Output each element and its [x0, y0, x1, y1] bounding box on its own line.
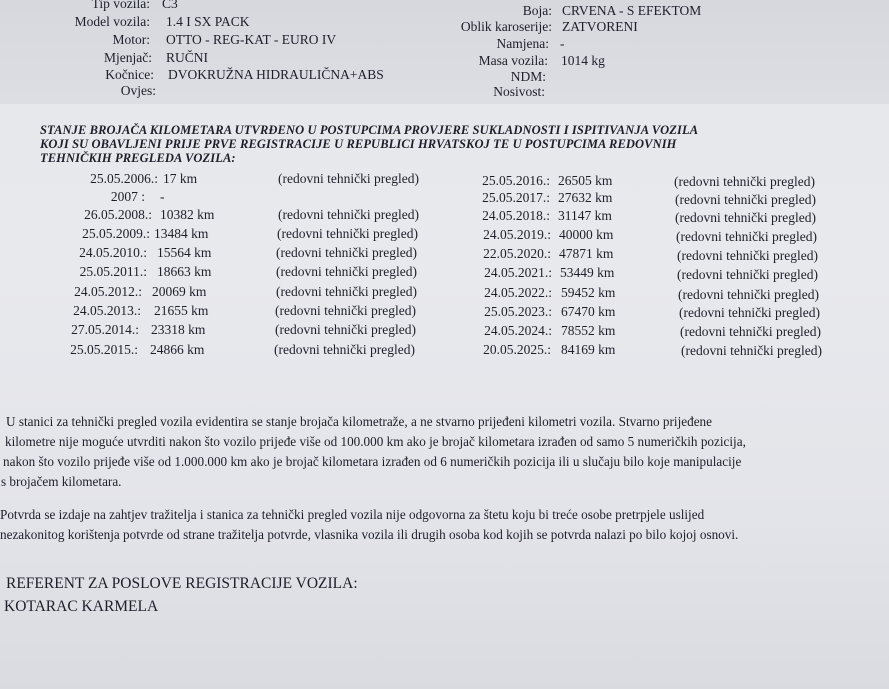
record-km: 47871 km — [559, 246, 614, 261]
label-kocnice: Kočnice: — [105, 67, 154, 82]
record-type: (redovni tehnički pregled) — [677, 248, 818, 263]
paragraph-line: kilometre nije moguće utvrditi nakon što vozilo prijeđe više od 100.000 km ako je brojač kilometara izrađen od samo 5 numeričkih pozicija, — [5, 434, 746, 449]
record-km: 10382 km — [160, 207, 215, 222]
record-date: 27.05.2014.: — [71, 322, 139, 337]
record-type: (redovni tehnički pregled) — [277, 226, 418, 241]
record-type: (redovni tehnički pregled) — [677, 267, 818, 282]
record-km: 53449 km — [560, 265, 615, 280]
record-type: (redovni tehnički pregled) — [676, 229, 817, 244]
record-km: 18663 km — [157, 264, 212, 279]
record-date: 22.05.2020.: — [483, 246, 551, 261]
record-km: 13484 km — [154, 226, 209, 241]
record-date: 24.05.2013.: — [73, 303, 141, 318]
record-type: (redovni tehnički pregled) — [680, 324, 821, 339]
record-date: 24.05.2012.: — [74, 284, 142, 299]
label-ndm: NDM: — [510, 69, 546, 84]
record-date: 24.05.2018.: — [482, 208, 550, 223]
record-type: (redovni tehnički pregled) — [278, 171, 419, 186]
paragraph-line: Potvrda se izdaje na zahtjev tražitelja i stanica za tehnički pregled vozila nije odgovorna za štetu koju bi treće osobe pretrpjele uslijed — [0, 507, 705, 522]
paragraph-line: U stanici za tehnički pregled vozila evidentira se stanje brojača kilometraže, a ne stvarno prijeđeni kilometri vozila. Stvarno prijeđene — [6, 414, 712, 429]
value-oblik-karoserije: ZATVORENI — [562, 19, 638, 34]
heading-line-1: STANJE BROJAČA KILOMETARA UTVRĐENO U POSTUPCIMA PROVJERE SUKLADNOSTI I ISPITIVANJA VOZILA — [40, 123, 699, 137]
record-type: (redovni tehnički pregled) — [276, 264, 417, 279]
heading-line-2: KOJI SU OBAVLJENI PRIJE PRVE REGISTRACIJE U REPUBLICI HRVATSKOJ TE U POSTUPCIMA REDOVNIH — [40, 137, 677, 151]
label-tip-vozila: Tip vozila: — [91, 0, 150, 11]
record-km: 67470 km — [561, 304, 616, 319]
record-km: 78552 km — [561, 323, 616, 338]
record-type: (redovni tehnički pregled) — [275, 303, 416, 318]
record-km: 59452 km — [561, 285, 616, 300]
record-date: 20.05.2025.: — [483, 342, 551, 357]
label-masa-vozila: Masa vozila: — [478, 53, 548, 68]
value-boja: CRVENA - S EFEKTOM — [562, 3, 702, 18]
record-date: 25.05.2016.: — [482, 173, 550, 188]
record-date: 24.05.2024.: — [484, 323, 552, 338]
record-km: 15564 km — [157, 245, 212, 260]
record-km: 40000 km — [559, 227, 614, 242]
value-tip-vozila: C3 — [162, 0, 178, 11]
paragraph-line: nezakonitog korištenja potvrde od strane tražitelja potvrde, vlasnika vozila ili drugih osoba kod kojih se potvrda nalazi po bilo kojoj osnovi. — [0, 527, 739, 542]
label-oblik-karoserije: Oblik karoserije: — [460, 19, 552, 34]
record-km: 31147 km — [558, 208, 612, 223]
record-type: (redovni tehnički pregled) — [278, 207, 419, 222]
label-namjena: Namjena: — [496, 36, 549, 51]
value-kocnice: DVOKRUŽNA HIDRAULIČNA+ABS — [168, 67, 384, 82]
label-nosivost: Nosivost: — [493, 84, 545, 99]
label-mjenjac: Mjenjač: — [104, 50, 152, 65]
paragraph-line: s brojačem kilometara. — [1, 474, 122, 489]
record-date: 24.05.2022.: — [484, 285, 552, 300]
record-date: 24.05.2010.: — [79, 245, 147, 260]
value-motor: OTTO - REG-KAT - EURO IV — [166, 32, 337, 47]
record-type: (redovni tehnički pregled) — [274, 342, 415, 357]
record-km: 24866 km — [150, 342, 205, 357]
record-type: (redovni tehnički pregled) — [675, 192, 816, 207]
record-km: 84169 km — [561, 342, 616, 357]
label-boja: Boja: — [522, 3, 552, 18]
record-km: 21655 km — [154, 303, 209, 318]
record-date: 25.05.2017.: — [482, 190, 550, 205]
record-type: (redovni tehnički pregled) — [678, 287, 819, 302]
record-type: (redovni tehnički pregled) — [679, 305, 820, 320]
record-type: (redovni tehnički pregled) — [276, 245, 417, 260]
record-km: 26505 km — [558, 173, 613, 188]
paragraph-line: nakon što vozilo prijeđe više od 1.000.000 km ako je brojač kilometara izrađen od 6 numeričkih pozicija ili u slučaju bilo koje manipulacije — [3, 454, 742, 469]
label-motor: Motor: — [112, 32, 150, 47]
record-type: (redovni tehnički pregled) — [681, 343, 822, 358]
record-date: 2007 : — [110, 189, 145, 204]
signature-name: KOTARAC KARMELA — [4, 598, 159, 615]
record-date: 26.05.2008.: — [84, 207, 152, 222]
record-km: 17 km — [163, 171, 198, 186]
record-date: 24.05.2021.: — [484, 265, 552, 280]
heading-line-3: TEHNIČKIH PREGLEDA VOZILA: — [40, 151, 236, 165]
value-model-vozila: 1.4 I SX PACK — [166, 14, 250, 29]
record-type: (redovni tehnički pregled) — [275, 322, 416, 337]
record-date: 24.05.2019.: — [483, 227, 551, 242]
record-date: 25.05.2015.: — [70, 342, 138, 357]
record-date: 25.05.2006.: — [90, 171, 158, 186]
record-km: 23318 km — [151, 322, 206, 337]
record-type: (redovni tehnički pregled) — [276, 284, 417, 299]
record-type: (redovni tehnički pregled) — [675, 210, 816, 225]
signature-title: REFERENT ZA POSLOVE REGISTRACIJE VOZILA: — [6, 575, 358, 592]
value-namjena: - — [560, 36, 565, 51]
record-type: (redovni tehnički pregled) — [674, 174, 815, 189]
label-model-vozila: Model vozila: — [74, 14, 150, 29]
record-km: 27632 km — [558, 190, 613, 205]
record-km: - — [160, 189, 165, 204]
value-mjenjac: RUČNI — [166, 50, 209, 65]
record-date: 25.05.2011.: — [79, 264, 147, 279]
value-masa-vozila: 1014 kg — [561, 53, 605, 68]
record-date: 25.05.2009.: — [82, 226, 150, 241]
record-km: 20069 km — [152, 284, 207, 299]
record-date: 25.05.2023.: — [484, 304, 552, 319]
label-ovjes: Ovjes: — [120, 83, 156, 98]
